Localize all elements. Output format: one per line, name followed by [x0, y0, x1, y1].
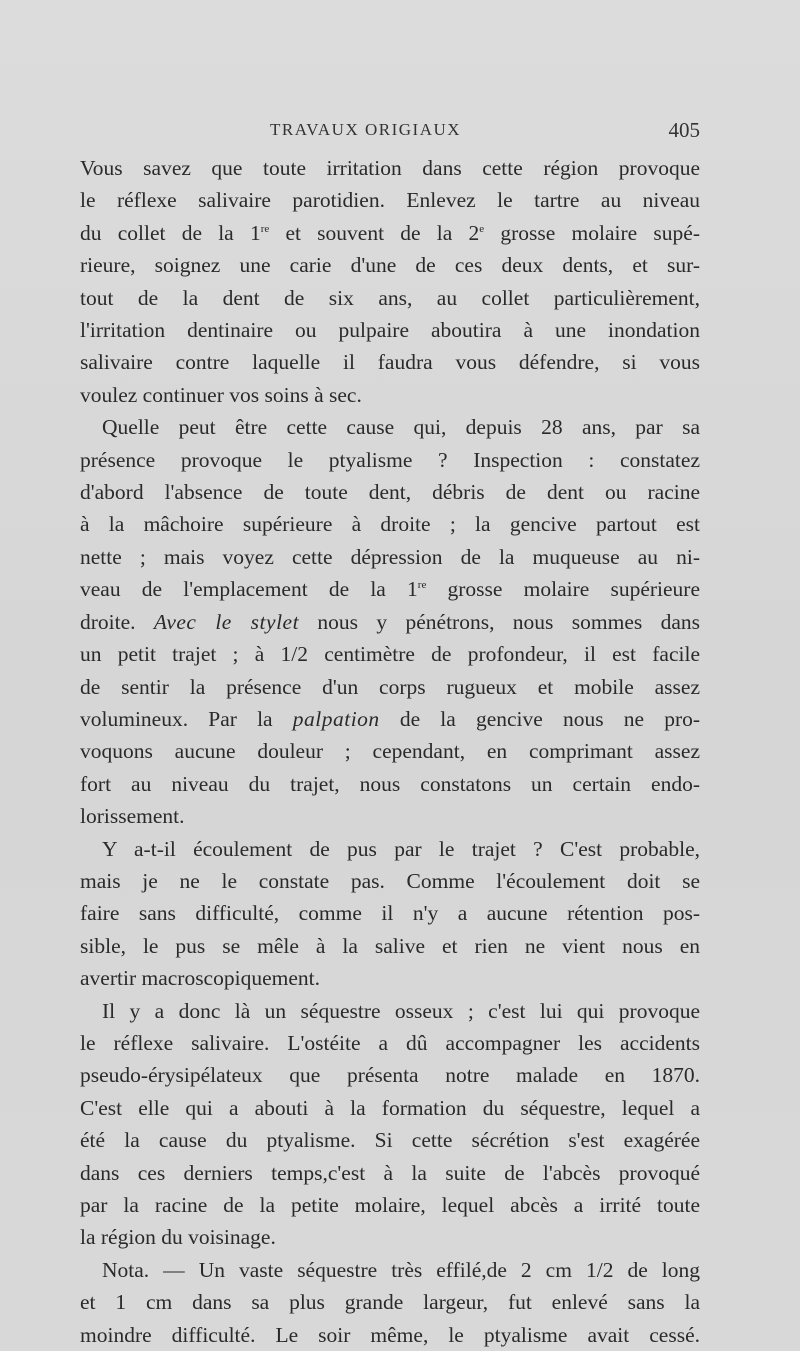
text-line: par la racine de la petite molaire, lequel abcès a irrité toute [80, 1193, 700, 1217]
text-line: sible, le pus se mêle à la salive et rien ne vient nous en [80, 933, 700, 958]
text-line: et 1 cm dans sa plus grande largeur, fut enlevé sans la [80, 1290, 700, 1315]
body-text [80, 152, 700, 1351]
text-line: un petit trajet ; à 1/2 centimètre de profondeur, il est facile [80, 642, 700, 667]
text-line: la région du voisinage. [80, 1225, 276, 1250]
text-line: volumineux. Par la palpation de la gencive nous ne pro- [80, 706, 701, 731]
page-number: 405 [668, 118, 700, 142]
text-line: dans ces derniers temps,c'est à la suite de l'abcès provoqué [80, 1160, 700, 1185]
text-line: Vous savez que toute irritation dans cette région provoque [80, 156, 700, 180]
paragraph [80, 411, 700, 832]
paragraph [80, 152, 700, 411]
text-line: droite. Avec le stylet nous y pénétrons, nous sommes dans [80, 609, 701, 634]
text-line: veau de l'emplacement de la 1re grosse molaire supérieure [80, 577, 700, 602]
text-line: été la cause du ptyalisme. Si cette sécrétion s'est exagérée [80, 1128, 700, 1153]
text-line: Nota. — Un vaste séquestre très effilé,de 2 cm 1/2 de long [102, 1257, 700, 1282]
text-line: voquons aucune douleur ; cependant, en comprimant assez [80, 739, 700, 764]
text-line: C'est elle qui a abouti à la formation du séquestre, lequel a [80, 1095, 700, 1120]
text-line: de sentir la présence d'un corps rugueux et mobile assez [80, 674, 700, 699]
running-title: TRAVAUX ORIGIAUX [270, 120, 462, 139]
text-line: lorissement. [80, 804, 185, 829]
text-line: nette ; mais voyez cette dépression de la muqueuse au ni- [80, 544, 700, 569]
text-line: rieure, soignez une carie d'une de ces deux dents, et sur- [80, 253, 700, 278]
text-line: pseudo-érysipélateux que présenta notre malade en 1870. [80, 1063, 700, 1088]
page-header [80, 120, 700, 150]
text-line: tout de la dent de six ans, au collet particulièrement, [80, 285, 700, 310]
text-line: salivaire contre laquelle il faudra vous défendre, si vous [80, 350, 700, 375]
text-line: mais je ne le constate pas. Comme l'écoulement doit se [80, 868, 700, 893]
text-line: l'irritation dentinaire ou pulpaire aboutira à une inondation [80, 318, 700, 343]
paragraph [80, 1254, 700, 1351]
text-line: du collet de la 1re et souvent de la 2e grosse molaire supé- [80, 220, 700, 245]
text-line: moindre difficulté. Le soir même, le ptyalisme avait cessé. [80, 1322, 700, 1347]
text-line: le réflexe salivaire parotidien. Enlevez le tartre au niveau [80, 188, 700, 213]
text-line: d'abord l'absence de toute dent, débris de dent ou racine [80, 480, 700, 505]
text-line: fort au niveau du trajet, nous constatons un certain endo- [80, 771, 700, 796]
paragraph [80, 833, 700, 995]
text-line: Il y a donc là un séquestre osseux ; c'est lui qui provoque [102, 998, 700, 1023]
text-line: voulez continuer vos soins à sec. [80, 382, 362, 407]
text-line: Y a-t-il écoulement de pus par le trajet ? C'est probable, [102, 836, 700, 861]
text-line: avertir macroscopiquement. [80, 966, 320, 991]
text-line: le réflexe salivaire. L'ostéite a dû accompagner les accidents [80, 1030, 700, 1055]
text-line: présence provoque le ptyalisme ? Inspection : constatez [80, 447, 700, 472]
paragraph [80, 995, 700, 1254]
text-line: à la mâchoire supérieure à droite ; la gencive partout est [80, 512, 700, 537]
text-line: faire sans difficulté, comme il n'y a aucune rétention pos- [80, 901, 700, 926]
text-line: Quelle peut être cette cause qui, depuis 28 ans, par sa [102, 415, 700, 440]
